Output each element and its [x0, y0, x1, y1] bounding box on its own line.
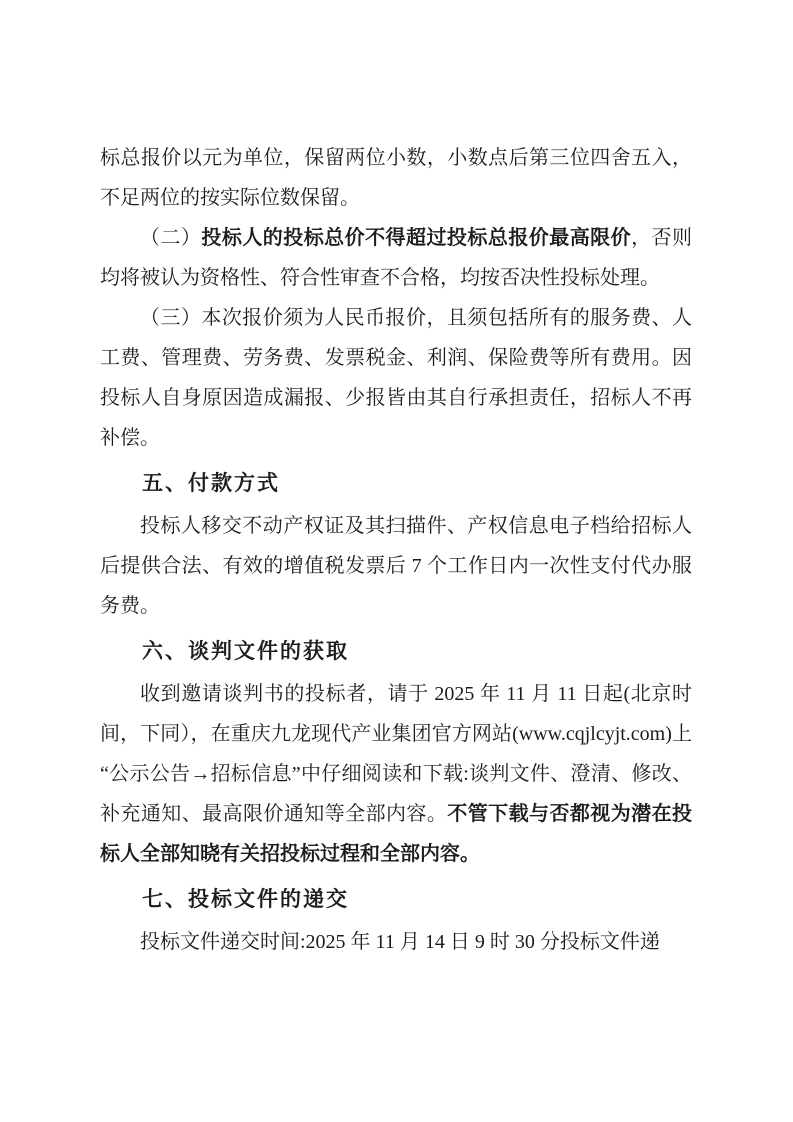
text-segment: 投标人移交不动产权证及其扫描件、产权信息电子档给招标人后提供合法、有效的增值税发票后 7 个工作日内一次性支付代办服务费。: [100, 515, 692, 617]
text-segment: 六、谈判文件的获取: [142, 640, 349, 663]
text-segment: （三）本次报价须为人民币报价，且须包括所有的服务费、人工费、管理费、劳务费、发票税金、利润、保险费等所有费用。因投标人自身原因造成漏报、少报皆由其自行承担责任，招标人不再补偿。: [100, 307, 692, 449]
paragraph: [100, 218, 692, 298]
text-segment: 标总报价以元为单位，保留两位小数，小数点后第三位四舍五入，不足两位的按实际位数保留。: [100, 147, 692, 209]
paragraph: [100, 506, 692, 626]
paragraph: [100, 138, 692, 218]
text-segment: 投标人的投标总价不得超过投标总报价最高限价: [201, 227, 632, 249]
text-segment: 不管下载与否都视为潜在投标人全部知晓有关招投标过程和全部内容。: [100, 803, 693, 865]
section-heading: [100, 464, 692, 504]
text-segment: （二）: [140, 227, 202, 249]
text-segment: 收到邀请谈判书的投标者，请于 2025 年 11 月 11 日起(北京时间，下同），在重庆九龙现代产业集团官方网站(www.cqjlcyjt.com)上“公示公告→招标信息”中仔细阅读和下载:谈判文件、澄清、修改、补充通知、最高限价通知等全部内容。: [100, 683, 692, 825]
text-segment: ，否则均将被认为资格性、符合性审查不合格，均按否决性投标处理。: [100, 227, 693, 289]
section-heading: [100, 880, 692, 920]
paragraph: [100, 922, 692, 962]
paragraph: [100, 298, 692, 458]
document-body: [100, 138, 692, 962]
paragraph: [100, 674, 692, 874]
section-heading: [100, 632, 692, 672]
text-segment: 投标文件递交时间:2025 年 11 月 14 日 9 时 30 分投标文件递: [140, 931, 660, 953]
text-segment: 五、付款方式: [142, 472, 280, 495]
text-segment: 七、投标文件的递交: [142, 888, 349, 911]
